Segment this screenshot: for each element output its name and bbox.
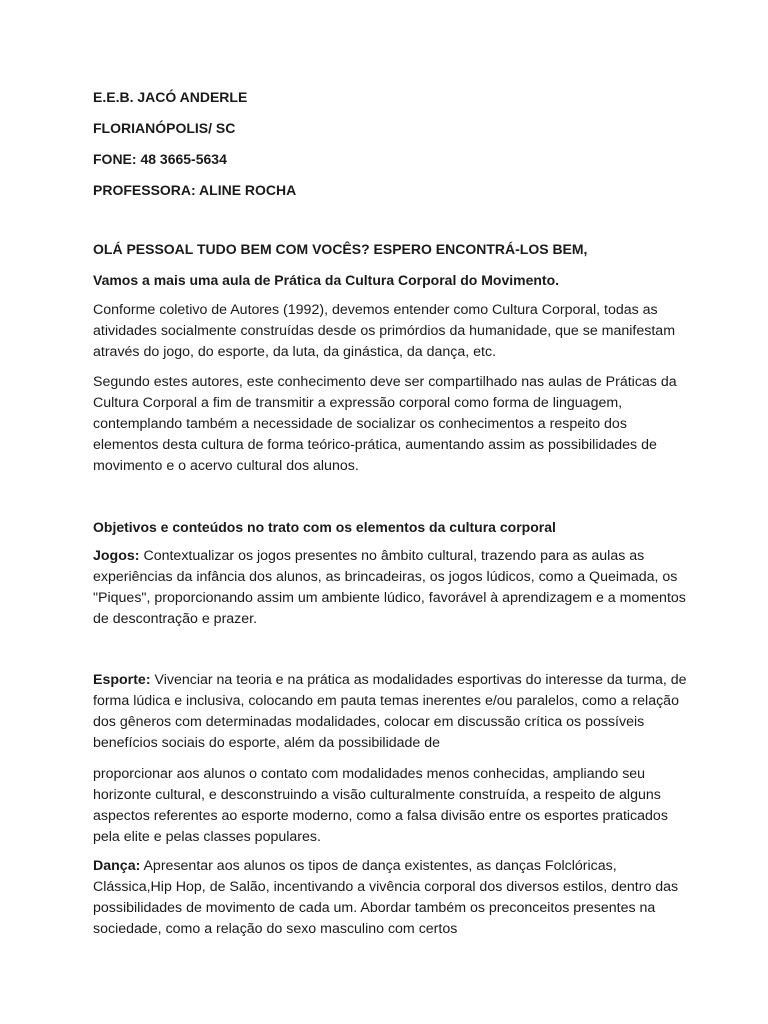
paragraph-esporte: [93, 670, 693, 754]
teacher-line: PROFESSORA: ALINE ROCHA: [93, 182, 297, 198]
esporte-text: Vivenciar na teoria e na prática as modalidades esportivas do interesse da turma, de forma lúdica e inclusiva, colocando em pauta temas inerentes e/ou paralelos, como a relação dos gêneros com determinadas modalidades, colocar em discussão crítica os possíveis benefícios sociais do esporte, além da possibilidade de: [93, 672, 687, 751]
phone-line: FONE: 48 3665-5634: [93, 151, 227, 167]
section-title: Objetivos e conteúdos no trato com os elementos da cultura corporal: [93, 519, 556, 535]
danca-label: Dança:: [93, 858, 141, 874]
greeting-heading: OLÁ PESSOAL TUDO BEM COM VOCÊS? ESPERO ENCONTRÁ-LOS BEM,: [93, 241, 588, 257]
school-name: E.E.B. JACÓ ANDERLE: [93, 89, 248, 105]
paragraph-autores: Segundo estes autores, este conhecimento deve ser compartilhado nas aulas de Práticas da Cultura Corporal a fim de transmitir a expressão corporal como forma de linguagem, contemplando também a necessidade de socializar os conhecimentos a respeito dos elementos desta cultura de forma teórico-prática, aumentando assim as possibilidades de movimento e o acervo cultural dos alunos.: [93, 374, 677, 474]
jogos-label: Jogos:: [93, 548, 140, 564]
jogos-text: Contextualizar os jogos presentes no âmbito cultural, trazendo para as aulas as experiências da infância dos alunos, as brincadeiras, os jogos lúdicos, como a Queimada, os "Piques", proporcionando assim um ambiente lúdico, favorável à aprendizagem e a momentos de descontração e prazer.: [93, 548, 686, 627]
paragraph-cultura-corporal: Conforme coletivo de Autores (1992), devemos entender como Cultura Corporal, todas as atividades socialmente construídas desde os primórdios da humanidade, que se manifestam através do jogo, do esporte, da luta, da ginástica, da dança, etc.: [93, 302, 676, 360]
intro-heading: Vamos a mais uma aula de Prática da Cultura Corporal do Movimento.: [93, 272, 560, 288]
paragraph-danca: [93, 856, 693, 940]
paragraph-jogos: [93, 546, 693, 630]
paragraph-esporte-continuation: proporcionar aos alunos o contato com modalidades menos conhecidas, ampliando seu horizonte cultural, e desconstruindo a visão culturalmente construída, a respeito de alguns aspectos referentes ao esporte moderno, como a falsa divisão entre os esportes praticados pela elite e pelas classes populares.: [93, 766, 668, 845]
city-line: FLORIANÓPOLIS/ SC: [93, 120, 236, 136]
danca-text: Apresentar aos alunos os tipos de dança existentes, as danças Folclóricas, Clássica,Hip Hop, de Salão, incentivando a vivência corporal dos diversos estilos, dentro das possibilidades de movimento de cada um. Abordar também os preconceitos presentes na sociedade, como a relação do sexo masculino com certos: [93, 858, 679, 937]
esporte-label: Esporte:: [93, 672, 151, 688]
